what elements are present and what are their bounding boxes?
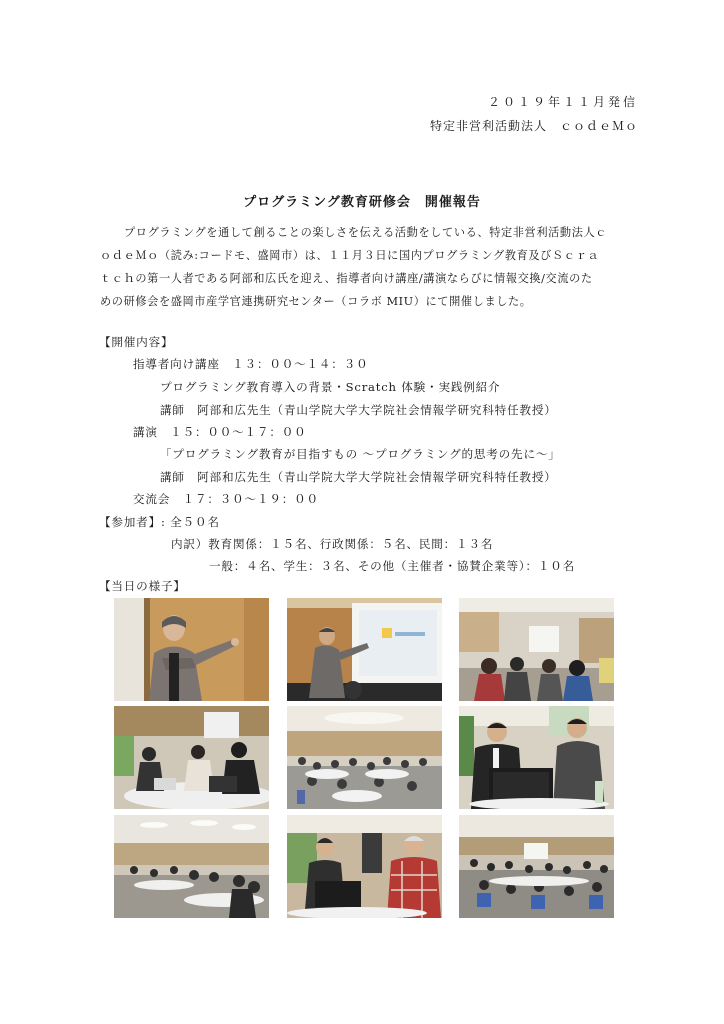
intro-line: プログラミングを通して創ることの楽しさを伝える活動をしている、特定非営利活動法人ｃ — [124, 226, 608, 239]
intro-line: ｏｄｅＭｏ（読み:コードモ、盛岡市）は、１１月３日に国内プログラミング教育及びＳｃｒａ — [100, 249, 600, 262]
photo-crowd-screens — [459, 815, 614, 918]
exchange-session: 交流会 １７：３０～１９：００ — [133, 492, 319, 506]
intro-line: めの研修会を盛岡市産学官連携研究センター（コラボ MIU）にて開催しました。 — [100, 295, 532, 308]
photo-room-lights — [114, 815, 269, 918]
photos-heading: 【当日の様子】 — [99, 579, 186, 593]
photo-men-laptops — [287, 815, 442, 918]
participants-heading: 【参加者】: 全５０名 — [99, 515, 220, 529]
lecture2-title: 講演 １５：００～１７：００ — [133, 425, 307, 439]
lecture2-description: 「プログラミング教育が目指すもの ～プログラミング的思考の先に～」 — [160, 447, 561, 461]
photo-speaker-screen — [287, 598, 442, 701]
lecture1-description: プログラミング教育導入の背景・Scratch 体験・実践例紹介 — [160, 380, 501, 394]
intro-line: ｔｃｈの第一人者である阿部和広氏を迎え、指導者向け講座/講演ならびに情報交換/交流のた — [100, 272, 593, 285]
photo-speaker-gesturing — [114, 598, 269, 701]
photo-audience-back — [459, 598, 614, 701]
report-title: プログラミング教育研修会 開催報告 — [243, 195, 481, 210]
intro-paragraph — [100, 221, 632, 313]
lecture1-teacher: 講師 阿部和広先生（青山学院大学大学院社会情報学研究科特任教授） — [160, 403, 557, 417]
participants-breakdown-1: 内訳）教育関係：１５名、行政関係：５名、民間：１３名 — [171, 537, 494, 551]
content-heading: 【開催内容】 — [99, 335, 174, 349]
photo-group-table — [114, 706, 269, 809]
issue-date: ２０１９年１１月発信 — [487, 95, 638, 109]
photo-two-men-laptop — [459, 706, 614, 809]
organization-name: 特定非営利活動法人 ｃｏｄｅＭｏ — [429, 119, 638, 133]
photo-wide-room — [287, 706, 442, 809]
participants-breakdown-2: 一般：４名、学生：３名、その他（主催者・協賛企業等）：１０名 — [209, 559, 576, 573]
lecture2-teacher: 講師 阿部和広先生（青山学院大学大学院社会情報学研究科特任教授） — [160, 470, 557, 484]
lecture1-title: 指導者向け講座 １３：００～１４：３０ — [133, 357, 369, 371]
